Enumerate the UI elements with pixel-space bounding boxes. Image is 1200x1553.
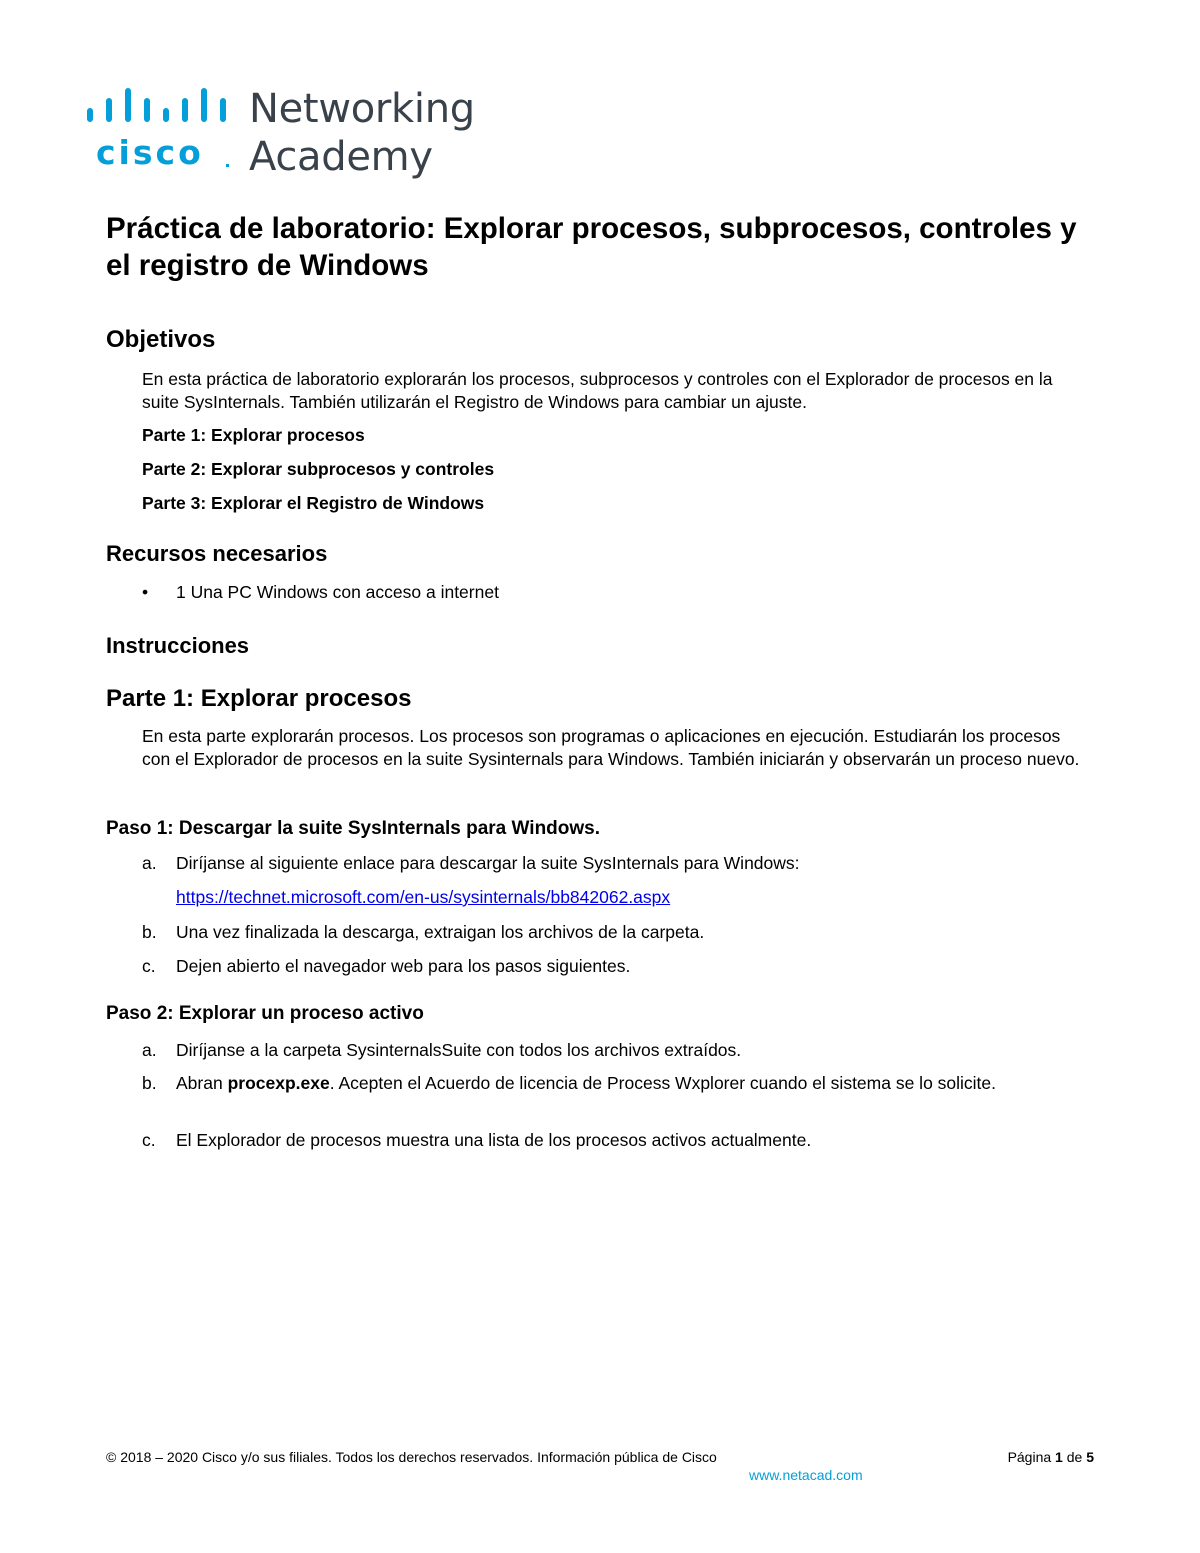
logo-academy-text: Academy [249,134,433,180]
step1-item-c-text: Dejen abierto el navegador web para los pasos siguientes. [176,956,631,976]
step1-item-b-text: Una vez finalizada la descarga, extraigan los archivos de la carpeta. [176,922,705,942]
footer-website-link[interactable]: www.netacad.com [749,1467,863,1483]
objective-part-2: Parte 2: Explorar subprocesos y controles [142,459,495,479]
instructions-heading: Instrucciones [106,633,250,658]
cisco-dot [226,164,229,167]
bullet-icon: • [142,582,149,602]
step2-item-c-label: c. [142,1130,156,1150]
step2-item-c-text: El Explorador de procesos muestra una lista de los procesos activos actualmente. [176,1130,812,1150]
logo-networking-text: Networking [249,86,475,132]
step1-item-c-label: c. [142,956,156,976]
step2-item-b-text: Abran procexp.exe. Acepten el Acuerdo de licencia de Process Wxplorer cuando el sistema se lo solicite. [176,1073,997,1093]
sysinternals-download-link[interactable]: https://technet.microsoft.com/en-us/sysinternals/bb842062.aspx [176,887,671,907]
step1-item-a-label: a. [142,853,157,873]
step2-heading: Paso 2: Explorar un proceso activo [106,1003,424,1024]
procexp-filename: procexp.exe [227,1073,330,1093]
footer-page-number: Página 1 de 5 [1007,1449,1094,1465]
part1-intro: En esta parte explorarán procesos. Los procesos son programas o aplicaciones en ejecución. Estudiarán los procesos con el Explorador de procesos en la suite Sysinternals para Windows. También iniciarán y observarán un proceso nuevo. [142,726,1080,769]
step2-item-a-label: a. [142,1040,157,1060]
cisco-networking-academy-logo [84,86,484,186]
step2-item-a-text: Diríjanse a la carpeta SysinternalsSuite con todos los archivos extraídos. [176,1040,742,1060]
step2-item-b-label: b. [142,1073,157,1093]
cisco-bars-icon [84,86,232,126]
step1-heading: Paso 1: Descargar la suite SysInternals para Windows. [106,818,601,839]
objectives-heading: Objetivos [106,326,216,353]
footer-copyright: © 2018 – 2020 Cisco y/o sus filiales. Todos los derechos reservados. Información pública de Cisco [106,1449,717,1465]
step1-item-a-text: Diríjanse al siguiente enlace para descargar la suite SysInternals para Windows: [176,853,800,873]
resources-heading: Recursos necesarios [106,541,328,566]
step1-item-b-label: b. [142,922,157,942]
document-title: Práctica de laboratorio: Explorar procesos, subprocesos, controles y el registro de Windows [106,212,1077,282]
part1-heading: Parte 1: Explorar procesos [106,685,412,712]
objectives-intro: En esta práctica de laboratorio explorarán los procesos, subprocesos y controles con el Explorador de procesos en la suite SysInternals. También utilizarán el Registro de Windows para cambiar un ajuste. [142,369,1053,412]
cisco-wordmark: cisco [96,133,204,172]
objective-part-1: Parte 1: Explorar procesos [142,425,365,445]
resource-item: 1 Una PC Windows con acceso a internet [176,582,499,602]
objective-part-3: Parte 3: Explorar el Registro de Windows [142,493,485,513]
download-link-container [176,886,1066,909]
